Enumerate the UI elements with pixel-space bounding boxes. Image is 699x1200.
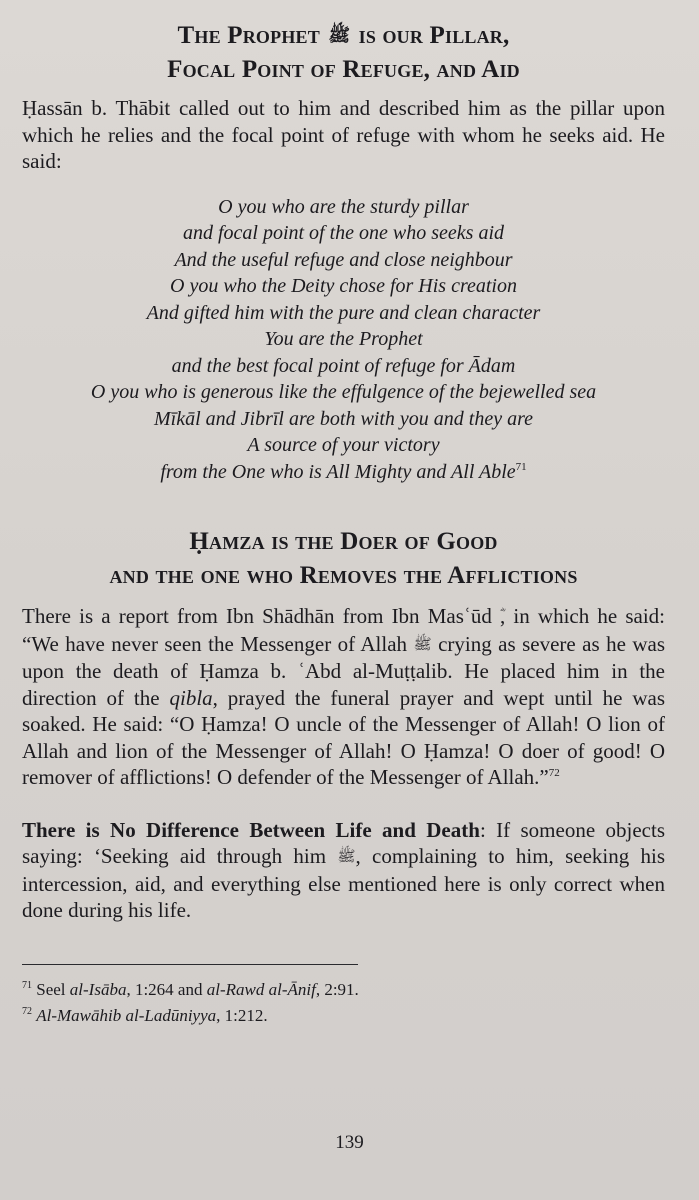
poem-line: You are the Prophet — [264, 328, 423, 350]
poem-line-last — [22, 459, 665, 486]
paragraph-text: : If someone objects saying: ‘Seeking aid through him — [22, 817, 666, 868]
section-heading-hamza — [22, 525, 665, 593]
heading-text: is our Pillar, — [358, 22, 510, 49]
page-number: 139 — [335, 1132, 364, 1153]
paragraph-text: crying as severe as he was upon the death of Ḥamza b. ʿAbd al-Muṭṭalib. He placed him in the direction of the — [22, 631, 665, 710]
poem — [22, 194, 665, 486]
footnote-ref: 71 — [515, 460, 527, 473]
footnote-72 — [22, 1003, 665, 1029]
paragraph-text: , complaining to him, seeking his intercession, aid, and everything else mentioned here is only correct when done during his life. — [22, 844, 666, 922]
footnote-text: , 2:91. — [315, 979, 359, 999]
poem-line: and the best focal point of refuge for Ādam — [171, 354, 516, 377]
footnotes — [22, 977, 665, 1029]
heading-text: Ḥamza is the Doer of Good — [189, 528, 498, 555]
footnote-71 — [22, 977, 665, 1003]
bold-lead: There is No Difference Between Life and Death — [22, 817, 480, 842]
poem-line: And the useful refuge and close neighbour — [174, 248, 513, 271]
footnote-number: 72 — [22, 1005, 32, 1017]
intro-paragraph: Ḥassān b. Thābit called out to him and described him as the pillar upon which he relies and the focal point of refuge with whom he seeks aid. He said: — [22, 96, 665, 173]
poem-line: O you who are the sturdy pillar — [218, 195, 469, 218]
footnote-title: Al-Mawāhib al-Ladūniyya — [36, 1005, 217, 1025]
section-heading-prophet-pillar — [22, 18, 665, 87]
poem-line: A source of your victory — [247, 434, 440, 456]
poem-line-text: from the One who is All Mighty and All Able — [160, 460, 516, 483]
poem-line: O you who is generous like the effulgence of the bejewelled sea — [90, 381, 597, 403]
poem-line: O you who the Deity chose for His creation — [170, 275, 517, 297]
footnote-ref: 72 — [548, 767, 560, 779]
footnote-text: Seel — [36, 979, 70, 999]
hamza-paragraph — [22, 603, 665, 791]
footnote-title: al-Isāba — [69, 979, 127, 999]
footnote-text: , 1:264 and — [126, 979, 207, 999]
salawat-symbol-icon: ﷺ — [413, 636, 432, 653]
footnote-divider — [22, 964, 358, 965]
poem-line: And gifted him with the pure and clean character — [146, 301, 541, 324]
paragraph-text: , in which he said: “We have never seen the Messenger of Allah — [22, 604, 666, 656]
footnote-title: al-Rawd al-Ānif — [206, 979, 316, 999]
paragraph-text: There is a report from Ibn Shādhān from Ibn Masʿūd — [22, 604, 492, 628]
italic-term: qibla — [169, 685, 213, 710]
salawat-symbol-icon: ﷺ — [337, 849, 356, 865]
footnote-text: , 1:212. — [216, 1005, 268, 1025]
footnote-number: 71 — [22, 979, 32, 991]
paragraph-text: , prayed the funeral prayer and wept until he was soaked. He said: “O Ḥamza! O uncle of the Messenger of Allah! O lion of Allah and lion of the Messenger of Allah! O Ḥamza! O doer of good! O remover of afflictions! O defender of the Messenger of Allah.” — [22, 685, 665, 789]
poem-line: Mīkāl and Jibrīl are both with you and they are — [153, 407, 533, 430]
heading-text: Focal Point of Refuge, and Aid — [167, 56, 520, 83]
life-death-paragraph — [22, 817, 665, 924]
heading-text: and the one who Removes the Afflictions — [109, 562, 578, 589]
poem-line: and focal point of the one who seeks aid — [182, 222, 505, 244]
salawat-symbol-icon: ﷺ — [328, 25, 351, 45]
heading-text: The Prophet — [177, 22, 320, 49]
